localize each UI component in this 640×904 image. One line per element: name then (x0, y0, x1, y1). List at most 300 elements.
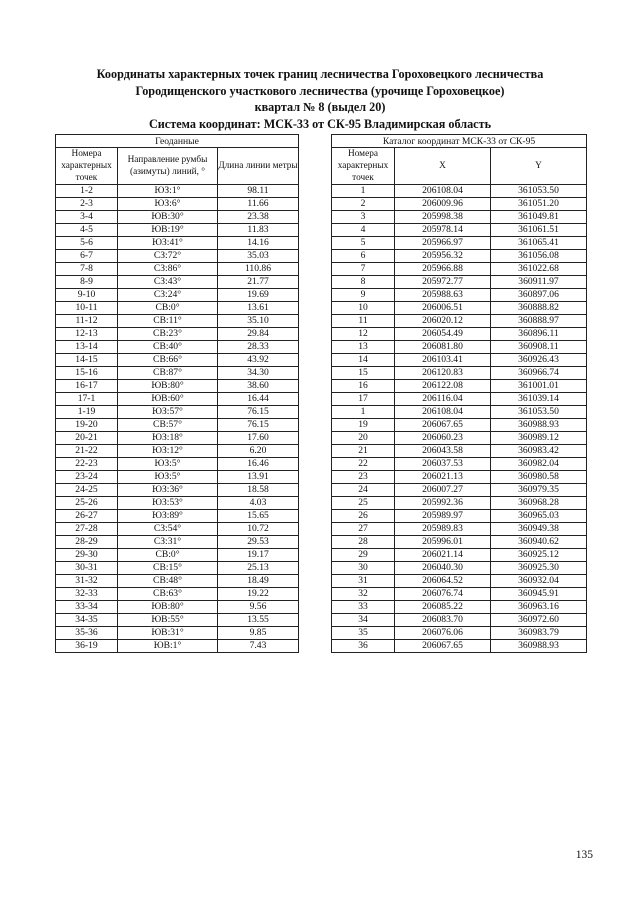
table-row (332, 497, 587, 510)
direction-cell: ЮВ:30° (118, 211, 218, 224)
length-cell: 23.38 (218, 211, 299, 224)
y-coordinate-cell: 360966.74 (491, 367, 587, 380)
table-row (56, 393, 299, 406)
table-row (332, 211, 587, 224)
direction-cell: СЗ:24° (118, 289, 218, 302)
x-coordinate-cell: 206007.27 (395, 484, 491, 497)
segment-cell: 23-24 (56, 471, 118, 484)
segment-cell: 30-31 (56, 562, 118, 575)
length-cell: 13.91 (218, 471, 299, 484)
table-row (332, 575, 587, 588)
y-coordinate-cell: 360896.11 (491, 328, 587, 341)
x-coordinate-cell: 206021.14 (395, 549, 491, 562)
segment-cell: 29-30 (56, 549, 118, 562)
direction-cell: ЮЗ:89° (118, 510, 218, 523)
table-row (56, 380, 299, 393)
table-row (56, 536, 299, 549)
direction-cell: ЮВ:80° (118, 380, 218, 393)
length-cell: 76.15 (218, 406, 299, 419)
direction-cell: ЮЗ:12° (118, 445, 218, 458)
segment-cell: 1-19 (56, 406, 118, 419)
segment-cell: 17-1 (56, 393, 118, 406)
x-coordinate-cell: 205988.63 (395, 289, 491, 302)
segment-cell: 26-27 (56, 510, 118, 523)
y-coordinate-cell: 360980.58 (491, 471, 587, 484)
direction-cell: ЮВ:80° (118, 601, 218, 614)
point-number-cell: 9 (332, 289, 395, 302)
segment-cell: 13-14 (56, 341, 118, 354)
table-row (56, 302, 299, 315)
catalog-header-x: X (395, 148, 491, 185)
table-row (56, 549, 299, 562)
point-number-cell: 30 (332, 562, 395, 575)
point-number-cell: 4 (332, 224, 395, 237)
table-row (332, 614, 587, 627)
y-coordinate-cell: 360908.11 (491, 341, 587, 354)
length-cell: 14.16 (218, 237, 299, 250)
table-row (56, 614, 299, 627)
y-coordinate-cell: 361049.81 (491, 211, 587, 224)
length-cell: 35.10 (218, 315, 299, 328)
point-number-cell: 36 (332, 640, 395, 653)
length-cell: 16.46 (218, 458, 299, 471)
segment-cell: 27-28 (56, 523, 118, 536)
y-coordinate-cell: 360888.82 (491, 302, 587, 315)
table-row (332, 276, 587, 289)
table-row (332, 263, 587, 276)
x-coordinate-cell: 206067.65 (395, 419, 491, 432)
length-cell: 4.03 (218, 497, 299, 510)
x-coordinate-cell: 205966.97 (395, 237, 491, 250)
table-row (332, 588, 587, 601)
x-coordinate-cell: 206060.23 (395, 432, 491, 445)
y-coordinate-cell: 360983.79 (491, 627, 587, 640)
point-number-cell: 12 (332, 328, 395, 341)
segment-cell: 32-33 (56, 588, 118, 601)
length-cell: 21.77 (218, 276, 299, 289)
y-coordinate-cell: 360949.38 (491, 523, 587, 536)
table-row (56, 497, 299, 510)
direction-cell: ЮВ:31° (118, 627, 218, 640)
segment-cell: 1-2 (56, 185, 118, 198)
length-cell: 38.60 (218, 380, 299, 393)
page-number: 135 (575, 849, 593, 861)
direction-cell: ЮЗ:41° (118, 237, 218, 250)
segment-cell: 8-9 (56, 276, 118, 289)
point-number-cell: 29 (332, 549, 395, 562)
segment-cell: 28-29 (56, 536, 118, 549)
x-coordinate-cell: 206064.52 (395, 575, 491, 588)
x-coordinate-cell: 206083.70 (395, 614, 491, 627)
table-row (332, 536, 587, 549)
point-number-cell: 13 (332, 341, 395, 354)
table-row (332, 367, 587, 380)
y-coordinate-cell: 360926.43 (491, 354, 587, 367)
point-number-cell: 19 (332, 419, 395, 432)
segment-cell: 9-10 (56, 289, 118, 302)
direction-cell: ЮЗ:6° (118, 198, 218, 211)
direction-cell: ЮЗ:5° (118, 458, 218, 471)
direction-cell: СВ:0° (118, 549, 218, 562)
length-cell: 15.65 (218, 510, 299, 523)
catalog-header-y: Y (491, 148, 587, 185)
coordinate-catalog-table (331, 134, 587, 653)
length-cell: 34.30 (218, 367, 299, 380)
direction-cell: СЗ:31° (118, 536, 218, 549)
table-row (56, 419, 299, 432)
table-row (332, 471, 587, 484)
table-row (332, 562, 587, 575)
point-number-cell: 15 (332, 367, 395, 380)
table-row (56, 510, 299, 523)
segment-cell: 2-3 (56, 198, 118, 211)
length-cell: 10.72 (218, 523, 299, 536)
y-coordinate-cell: 361039.14 (491, 393, 587, 406)
y-coordinate-cell: 360888.97 (491, 315, 587, 328)
y-coordinate-cell: 361001.01 (491, 380, 587, 393)
geodata-table (55, 134, 299, 653)
length-cell: 11.83 (218, 224, 299, 237)
x-coordinate-cell: 205972.77 (395, 276, 491, 289)
y-coordinate-cell: 360940.62 (491, 536, 587, 549)
length-cell: 6.20 (218, 445, 299, 458)
table-row (56, 354, 299, 367)
point-number-cell: 1 (332, 406, 395, 419)
point-number-cell: 17 (332, 393, 395, 406)
x-coordinate-cell: 206076.74 (395, 588, 491, 601)
length-cell: 13.61 (218, 302, 299, 315)
segment-cell: 19-20 (56, 419, 118, 432)
y-coordinate-cell: 360925.30 (491, 562, 587, 575)
point-number-cell: 7 (332, 263, 395, 276)
x-coordinate-cell: 206020.12 (395, 315, 491, 328)
point-number-cell: 27 (332, 523, 395, 536)
x-coordinate-cell: 206108.04 (395, 185, 491, 198)
table-row (332, 328, 587, 341)
point-number-cell: 11 (332, 315, 395, 328)
x-coordinate-cell: 206043.58 (395, 445, 491, 458)
segment-cell: 5-6 (56, 237, 118, 250)
table-row (332, 484, 587, 497)
direction-cell: СВ:48° (118, 575, 218, 588)
x-coordinate-cell: 206009.96 (395, 198, 491, 211)
length-cell: 17.60 (218, 432, 299, 445)
point-number-cell: 31 (332, 575, 395, 588)
length-cell: 98.11 (218, 185, 299, 198)
x-coordinate-cell: 206108.04 (395, 406, 491, 419)
direction-cell: ЮЗ:36° (118, 484, 218, 497)
segment-cell: 10-11 (56, 302, 118, 315)
y-coordinate-cell: 360897.06 (491, 289, 587, 302)
table-row (332, 458, 587, 471)
direction-cell: СЗ:86° (118, 263, 218, 276)
segment-cell: 24-25 (56, 484, 118, 497)
segment-cell: 7-8 (56, 263, 118, 276)
direction-cell: СЗ:54° (118, 523, 218, 536)
table-row (332, 419, 587, 432)
point-number-cell: 21 (332, 445, 395, 458)
point-number-cell: 34 (332, 614, 395, 627)
length-cell: 43.92 (218, 354, 299, 367)
direction-cell: ЮЗ:18° (118, 432, 218, 445)
table-row (56, 575, 299, 588)
table-row (332, 640, 587, 653)
table-row (332, 341, 587, 354)
direction-cell: СВ:57° (118, 419, 218, 432)
table-row (56, 406, 299, 419)
x-coordinate-cell: 205966.88 (395, 263, 491, 276)
length-cell: 19.69 (218, 289, 299, 302)
point-number-cell: 28 (332, 536, 395, 549)
table-row (332, 224, 587, 237)
table-row (56, 432, 299, 445)
x-coordinate-cell: 206103.41 (395, 354, 491, 367)
y-coordinate-cell: 360982.04 (491, 458, 587, 471)
x-coordinate-cell: 206081.80 (395, 341, 491, 354)
length-cell: 35.03 (218, 250, 299, 263)
y-coordinate-cell: 361051.20 (491, 198, 587, 211)
table-row (56, 211, 299, 224)
direction-cell: СВ:15° (118, 562, 218, 575)
y-coordinate-cell: 360988.93 (491, 640, 587, 653)
table-row (332, 549, 587, 562)
point-number-cell: 8 (332, 276, 395, 289)
y-coordinate-cell: 360979.35 (491, 484, 587, 497)
length-cell: 7.43 (218, 640, 299, 653)
table-row (332, 302, 587, 315)
segment-cell: 6-7 (56, 250, 118, 263)
table-row (332, 315, 587, 328)
segment-cell: 4-5 (56, 224, 118, 237)
segment-cell: 14-15 (56, 354, 118, 367)
x-coordinate-cell: 205998.38 (395, 211, 491, 224)
length-cell: 18.49 (218, 575, 299, 588)
length-cell: 18.58 (218, 484, 299, 497)
x-coordinate-cell: 206054.49 (395, 328, 491, 341)
segment-cell: 33-34 (56, 601, 118, 614)
table-row (56, 601, 299, 614)
table-row (56, 341, 299, 354)
length-cell: 16.44 (218, 393, 299, 406)
x-coordinate-cell: 205989.83 (395, 523, 491, 536)
x-coordinate-cell: 205956.32 (395, 250, 491, 263)
x-coordinate-cell: 206006.51 (395, 302, 491, 315)
y-coordinate-cell: 361053.50 (491, 406, 587, 419)
table-row (332, 510, 587, 523)
table-row (56, 562, 299, 575)
point-number-cell: 14 (332, 354, 395, 367)
table-row (332, 237, 587, 250)
y-coordinate-cell: 360989.12 (491, 432, 587, 445)
y-coordinate-cell: 360988.93 (491, 419, 587, 432)
point-number-cell: 5 (332, 237, 395, 250)
segment-cell: 22-23 (56, 458, 118, 471)
table-row (56, 445, 299, 458)
direction-cell: СВ:87° (118, 367, 218, 380)
document-title (40, 66, 600, 132)
direction-cell: СВ:40° (118, 341, 218, 354)
y-coordinate-cell: 361065.41 (491, 237, 587, 250)
segment-cell: 16-17 (56, 380, 118, 393)
title-line-2: Городищенского участкового лесничества (урочище Гороховецкое) (135, 83, 505, 98)
segment-cell: 21-22 (56, 445, 118, 458)
length-cell: 19.22 (218, 588, 299, 601)
point-number-cell: 3 (332, 211, 395, 224)
direction-cell: ЮВ:1° (118, 640, 218, 653)
length-cell: 110.86 (218, 263, 299, 276)
table-row (56, 237, 299, 250)
segment-cell: 11-12 (56, 315, 118, 328)
point-number-cell: 25 (332, 497, 395, 510)
direction-cell: ЮЗ:5° (118, 471, 218, 484)
direction-cell: СВ:63° (118, 588, 218, 601)
table-row (332, 445, 587, 458)
table-row (56, 315, 299, 328)
x-coordinate-cell: 205978.14 (395, 224, 491, 237)
y-coordinate-cell: 360972.60 (491, 614, 587, 627)
x-coordinate-cell: 206116.04 (395, 393, 491, 406)
y-coordinate-cell: 361061.51 (491, 224, 587, 237)
direction-cell: СВ:11° (118, 315, 218, 328)
table-row (332, 380, 587, 393)
table-row (56, 224, 299, 237)
y-coordinate-cell: 360945.91 (491, 588, 587, 601)
table-row (56, 471, 299, 484)
table-row (56, 367, 299, 380)
length-cell: 9.56 (218, 601, 299, 614)
table-row (332, 406, 587, 419)
y-coordinate-cell: 361053.50 (491, 185, 587, 198)
title-line-4: Система координат: МСК-33 от СК-95 Владимирская область (148, 116, 492, 131)
table-row (56, 640, 299, 653)
y-coordinate-cell: 360925.12 (491, 549, 587, 562)
segment-cell: 15-16 (56, 367, 118, 380)
table-row (332, 250, 587, 263)
geodata-group-header: Геоданные (56, 135, 299, 148)
table-row (56, 627, 299, 640)
table-row (56, 263, 299, 276)
table-row (56, 484, 299, 497)
table-row (56, 250, 299, 263)
direction-cell: ЮВ:19° (118, 224, 218, 237)
segment-cell: 36-19 (56, 640, 118, 653)
table-row (332, 627, 587, 640)
y-coordinate-cell: 360965.03 (491, 510, 587, 523)
table-row (332, 393, 587, 406)
direction-cell: СЗ:43° (118, 276, 218, 289)
table-row (332, 185, 587, 198)
catalog-header-points: Номера характерных точек (332, 148, 395, 185)
direction-cell: СЗ:72° (118, 250, 218, 263)
length-cell: 29.84 (218, 328, 299, 341)
x-coordinate-cell: 205992.36 (395, 497, 491, 510)
catalog-group-header: Каталог координат МСК-33 от СК-95 (332, 135, 587, 148)
table-row (332, 432, 587, 445)
point-number-cell: 2 (332, 198, 395, 211)
y-coordinate-cell: 360932.04 (491, 575, 587, 588)
y-coordinate-cell: 361022.68 (491, 263, 587, 276)
table-row (56, 458, 299, 471)
x-coordinate-cell: 206085.22 (395, 601, 491, 614)
point-number-cell: 23 (332, 471, 395, 484)
segment-cell: 20-21 (56, 432, 118, 445)
table-row (332, 354, 587, 367)
direction-cell: ЮВ:60° (118, 393, 218, 406)
point-number-cell: 16 (332, 380, 395, 393)
direction-cell: СВ:23° (118, 328, 218, 341)
geodata-body (56, 185, 299, 653)
x-coordinate-cell: 206120.83 (395, 367, 491, 380)
title-line-3: квартал № 8 (выдел 20) (254, 100, 386, 114)
x-coordinate-cell: 206040.30 (395, 562, 491, 575)
segment-cell: 35-36 (56, 627, 118, 640)
segment-cell: 12-13 (56, 328, 118, 341)
length-cell: 29.53 (218, 536, 299, 549)
table-row (332, 523, 587, 536)
table-row (56, 328, 299, 341)
geodata-header-length: Длина линии метры (218, 148, 299, 185)
table-row (56, 198, 299, 211)
table-row (56, 185, 299, 198)
geodata-header-direction: Направление румбы (азимуты) линий, ° (118, 148, 218, 185)
table-row (56, 276, 299, 289)
direction-cell: ЮЗ:57° (118, 406, 218, 419)
length-cell: 76.15 (218, 419, 299, 432)
catalog-body (332, 185, 587, 653)
direction-cell: СВ:0° (118, 302, 218, 315)
point-number-cell: 6 (332, 250, 395, 263)
direction-cell: СВ:66° (118, 354, 218, 367)
x-coordinate-cell: 206076.06 (395, 627, 491, 640)
point-number-cell: 1 (332, 185, 395, 198)
segment-cell: 31-32 (56, 575, 118, 588)
segment-cell: 25-26 (56, 497, 118, 510)
table-row (56, 289, 299, 302)
y-coordinate-cell: 360983.42 (491, 445, 587, 458)
x-coordinate-cell: 206067.65 (395, 640, 491, 653)
length-cell: 25.13 (218, 562, 299, 575)
x-coordinate-cell: 205989.97 (395, 510, 491, 523)
y-coordinate-cell: 360911.97 (491, 276, 587, 289)
point-number-cell: 22 (332, 458, 395, 471)
length-cell: 19.17 (218, 549, 299, 562)
title-line-1: Координаты характерных точек границ лесничества Гороховецкого лесничества (96, 67, 544, 81)
point-number-cell: 32 (332, 588, 395, 601)
table-row (56, 588, 299, 601)
x-coordinate-cell: 206021.13 (395, 471, 491, 484)
y-coordinate-cell: 361056.08 (491, 250, 587, 263)
table-row (332, 198, 587, 211)
point-number-cell: 35 (332, 627, 395, 640)
segment-cell: 3-4 (56, 211, 118, 224)
point-number-cell: 24 (332, 484, 395, 497)
x-coordinate-cell: 206037.53 (395, 458, 491, 471)
y-coordinate-cell: 360968.28 (491, 497, 587, 510)
length-cell: 11.66 (218, 198, 299, 211)
point-number-cell: 20 (332, 432, 395, 445)
direction-cell: ЮЗ:1° (118, 185, 218, 198)
length-cell: 9.85 (218, 627, 299, 640)
table-row (56, 523, 299, 536)
length-cell: 28.33 (218, 341, 299, 354)
direction-cell: ЮВ:55° (118, 614, 218, 627)
length-cell: 13.55 (218, 614, 299, 627)
geodata-header-points: Номера характерных точек (56, 148, 118, 185)
segment-cell: 34-35 (56, 614, 118, 627)
direction-cell: ЮЗ:53° (118, 497, 218, 510)
y-coordinate-cell: 360963.16 (491, 601, 587, 614)
x-coordinate-cell: 206122.08 (395, 380, 491, 393)
